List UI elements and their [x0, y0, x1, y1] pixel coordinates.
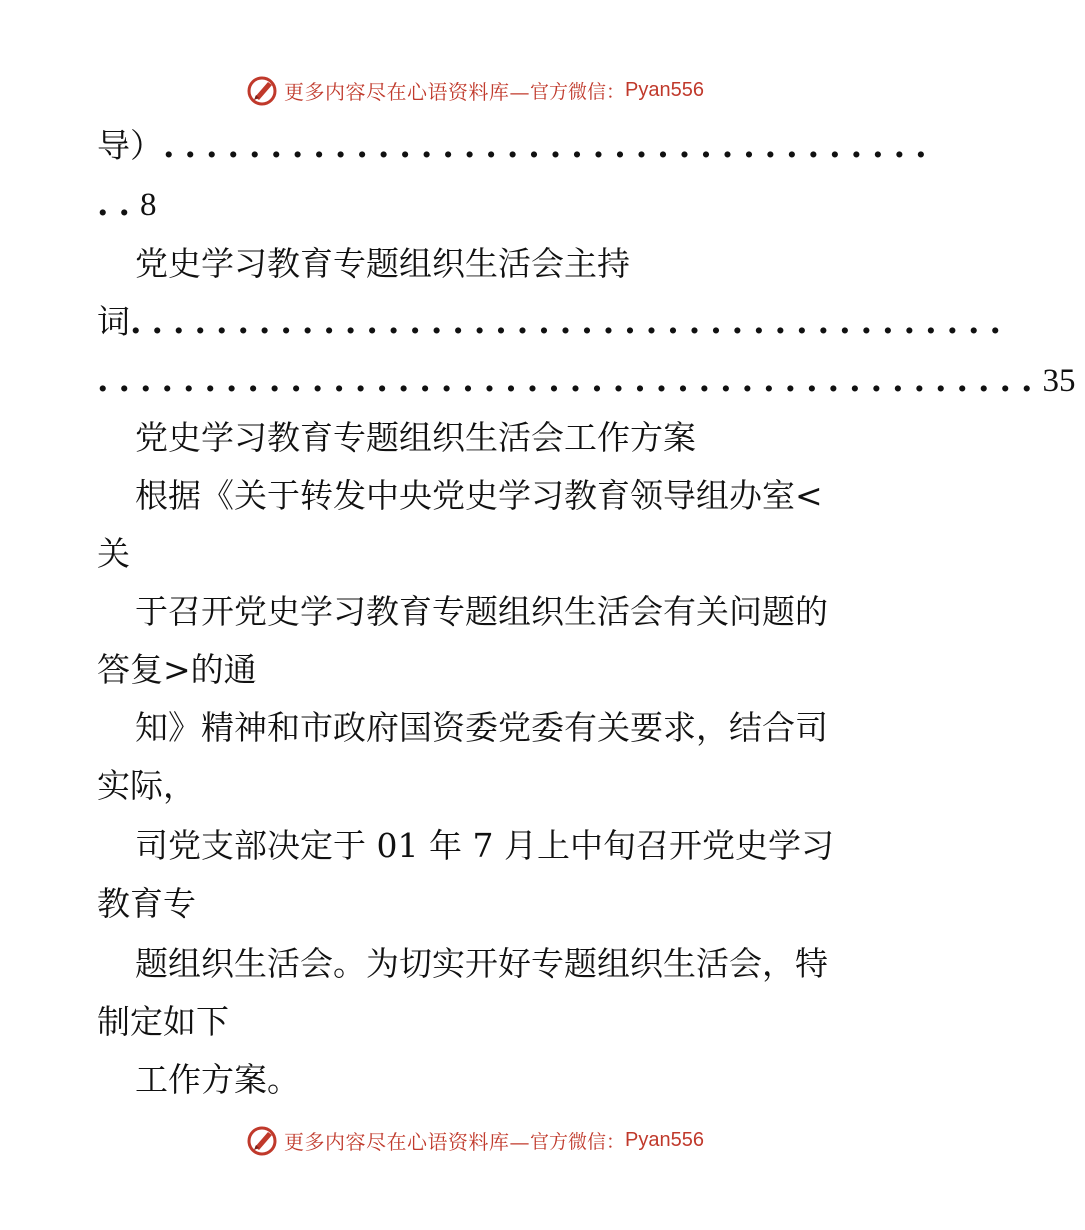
- toc-entry1-text: 导）: [97, 126, 163, 165]
- banner-text: 更多内容尽在心语资料库—: [284, 79, 530, 104]
- pen-logo-icon: [246, 1123, 280, 1157]
- body-line: 工作方案。: [135, 1060, 300, 1099]
- footer-banner: [0, 1120, 950, 1160]
- body-line: 教育专: [97, 884, 196, 923]
- toc-entry1-line1: [0, 122, 1047, 170]
- body-line: 制定如下: [97, 1002, 229, 1041]
- toc-entry2-line2: [0, 298, 1047, 346]
- wechat-id: Pyan556: [625, 78, 704, 101]
- pen-logo-icon: [246, 73, 280, 107]
- toc-entry2-line3: [0, 356, 1076, 404]
- toc-page-number: 8: [139, 187, 157, 223]
- toc-entry1-line2: [0, 180, 1047, 228]
- banner-text: 更多内容尽在心语资料库—: [284, 1129, 530, 1154]
- toc-leader-dots: .........................................: [130, 302, 1012, 341]
- header-banner: [0, 70, 950, 110]
- body-line: 于召开党史学习教育专题组织生活会有关问题的: [135, 592, 828, 631]
- toc-leader-dots: ..: [97, 184, 140, 223]
- toc-entry2-title-end: 词: [97, 302, 130, 341]
- body-line: 答复>的通: [97, 650, 257, 689]
- toc-page-number: 35: [1042, 363, 1076, 399]
- wechat-id: Pyan556: [625, 1128, 704, 1151]
- toc-entry2-title: 党史学习教育专题组织生活会主持: [135, 244, 630, 283]
- body-line: 关: [97, 534, 130, 573]
- toc-leader-dots: ....................................: [163, 126, 937, 165]
- toc-leader-dots: ............................................: [97, 360, 1043, 399]
- body-line: 司党支部决定于 01 年 7 月上中旬召开党史学习: [135, 826, 834, 865]
- body-line: 根据《关于转发中央党史学习教育领导组办室<: [135, 476, 823, 515]
- document-heading: 党史学习教育专题组织生活会工作方案: [135, 418, 696, 457]
- body-line: 知》精神和市政府国资委党委有关要求，结合司: [135, 708, 828, 747]
- body-line: 题组织生活会。为切实开好专题组织生活会，特: [135, 944, 828, 983]
- wechat-label: 官方微信：: [530, 1130, 626, 1153]
- body-line: 实际，: [97, 766, 196, 805]
- wechat-label: 官方微信：: [530, 80, 626, 103]
